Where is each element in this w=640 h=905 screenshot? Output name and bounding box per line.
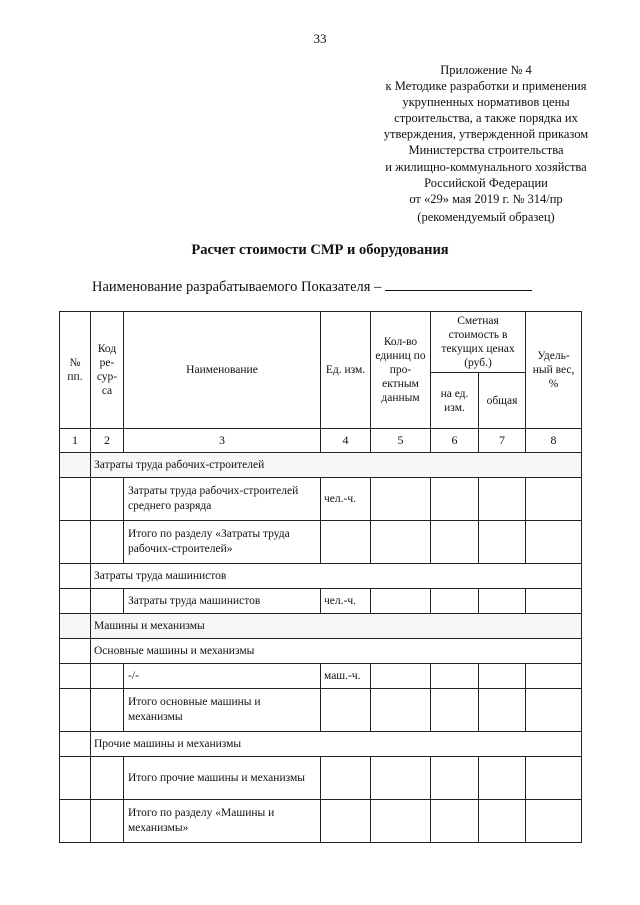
subsection-total: Итого основные машины и механизмы	[124, 689, 321, 732]
section-title: Затраты труда машинистов	[91, 564, 582, 589]
column-number: 4	[321, 429, 371, 453]
subsection-title: Прочие машины и механизмы	[91, 732, 582, 757]
column-number: 7	[479, 429, 526, 453]
table-row	[60, 689, 582, 732]
item-name: -/-	[124, 664, 321, 689]
section-row	[60, 639, 582, 664]
column-number: 5	[371, 429, 431, 453]
section-title: Машины и механизмы	[91, 614, 582, 639]
appendix-line: Министерства строительства	[408, 143, 564, 158]
section-total: Итого по разделу «Затраты труда рабочих-строителей»	[124, 521, 321, 564]
column-number: 1	[60, 429, 91, 453]
appendix-line: укрупненных нормативов цены	[402, 95, 570, 110]
column-number: 2	[91, 429, 124, 453]
appendix-line: к Методике разработки и применения	[385, 79, 587, 94]
document-title: Расчет стоимости СМР и оборудования	[191, 242, 449, 258]
table-row	[60, 589, 582, 614]
indicator-name-line	[92, 277, 532, 296]
column-numbers-row	[60, 429, 582, 453]
column-number: 6	[431, 429, 479, 453]
appendix-line: и жилищно-коммунального хозяйства	[385, 159, 587, 174]
header-cost-total: общая	[479, 373, 526, 429]
subsection-total: Итого прочие машины и механизмы	[124, 757, 321, 800]
header-num: № пп.	[60, 312, 91, 429]
sample-note: (рекомендуемый образец)	[417, 210, 555, 224]
section-total: Итого по разделу «Машины и механизмы»	[124, 800, 321, 843]
cost-table	[59, 311, 582, 843]
table-row	[60, 664, 582, 689]
appendix-line: от «29» мая 2019 г. № 314/пр	[409, 191, 563, 206]
appendix-line: Приложение № 4	[440, 63, 532, 77]
header-quantity: Кол-во единиц по про- ектным данным	[371, 312, 431, 429]
page-number: 33	[313, 31, 327, 46]
table-row	[60, 521, 582, 564]
item-unit: маш.-ч.	[321, 664, 371, 689]
section-row	[60, 614, 582, 639]
indicator-blank-field	[385, 277, 532, 291]
table-row	[60, 757, 582, 800]
appendix-line: строительства, а также порядка их	[394, 111, 578, 126]
column-number: 8	[526, 429, 582, 453]
item-unit: чел.-ч.	[321, 589, 371, 614]
item-name: Затраты труда машинистов	[124, 589, 321, 614]
subsection-title: Основные машины и механизмы	[91, 639, 582, 664]
item-name: Затраты труда рабочих-строителей среднего разряда	[124, 478, 321, 521]
table-row	[60, 800, 582, 843]
header-weight: Удель- ный вес, %	[526, 312, 582, 429]
section-row	[60, 564, 582, 589]
indicator-label: Наименование разрабатываемого Показателя –	[92, 279, 382, 295]
appendix-block	[336, 62, 636, 207]
table-row	[60, 478, 582, 521]
item-unit: чел.-ч.	[321, 478, 371, 521]
header-unit: Ед. изм.	[321, 312, 371, 429]
header-name: Наименование	[124, 312, 321, 429]
header-cost-per-unit: на ед. изм.	[431, 373, 479, 429]
appendix-line: Российской Федерации	[424, 175, 548, 190]
section-title: Затраты труда рабочих-строителей	[91, 453, 582, 478]
column-number: 3	[124, 429, 321, 453]
section-row	[60, 732, 582, 757]
header-cost: Сметная стоимость в текущих ценах (руб.)	[431, 312, 526, 373]
appendix-line: утверждения, утвержденной приказом	[383, 127, 589, 142]
header-code: Код ре- сур- са	[91, 312, 124, 429]
section-row	[60, 453, 582, 478]
